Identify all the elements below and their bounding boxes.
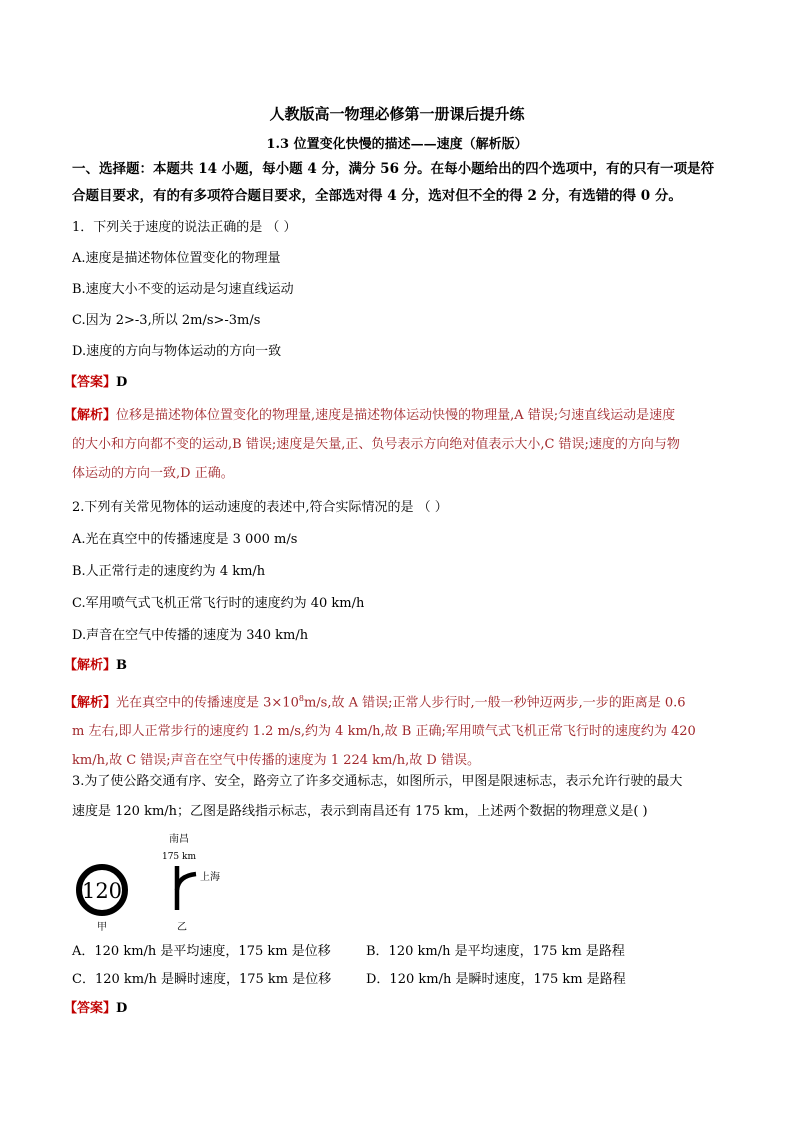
q3-answer-label: 【答案】 [64, 1001, 117, 1016]
q1-option-d: D.速度的方向与物体运动的方向一致 [72, 344, 282, 359]
q2-analysis-line-1b: m/s,故 A 错误;正常人步行时,一般一秒钟迈两步,一步的距离是 0.6 [303, 695, 686, 711]
q1-analysis-line-3: 体运动的方向一致,D 正确。 [72, 466, 234, 481]
q3-answer-value: D [116, 1001, 128, 1016]
q1-analysis [64, 401, 728, 488]
route-label-shanghai: 上海 [200, 872, 220, 883]
q2-option-c: C.军用喷气式飞机正常飞行时的速度约为 40 km/h [72, 596, 365, 611]
q1-analysis-line-1: 位移是描述物体位置变化的物理量,速度是描述物体运动快慢的物理量,A 错误;匀速直线运动是速度 [116, 408, 676, 423]
q1-answer [64, 373, 724, 393]
q3-stem-line-2: 速度是 120 km/h；乙图是路线指示标志，表示到南昌还有 175 km，上述两个数据的物理意义是( ) [72, 804, 648, 819]
q1-option-c: C.因为 2>-3,所以 2m/s>-3m/s [72, 313, 261, 328]
document-subtitle: 1.3 位置变化快慢的描述——速度（解析版） [266, 137, 528, 152]
q2-analysis [64, 684, 728, 775]
q3-answer [64, 999, 724, 1019]
speed-limit-value: 120 [81, 879, 123, 903]
q1-stem: 1．下列关于速度的说法正确的是 （ ） [72, 220, 297, 235]
sign-caption-yi: 乙 [177, 922, 187, 933]
section-instructions-line-1: 一、选择题：本题共 14 小题，每小题 4 分，满分 56 分。在每小题给出的四个选项中，有的只有一项是符 [72, 161, 715, 177]
document-title: 人教版高一物理必修第一册课后提升练 [269, 105, 525, 123]
q1-option-a: A.速度是描述物体位置变化的物理量 [72, 251, 281, 266]
q2-analysis-line-2: m 左右,即人正常步行的速度约 1.2 m/s,约为 4 km/h,故 B 正确;军用喷气式飞机正常飞行时的速度约为 420 [72, 724, 696, 740]
q1-option-b: B.速度大小不变的运动是匀速直线运动 [72, 282, 294, 297]
q1-answer-value: D [116, 375, 128, 390]
q3-stem-line-1: 3.为了使公路交通有序、安全，路旁立了许多交通标志，如图所示，甲图是限速标志，表示允许行驶的最大 [72, 774, 683, 789]
route-arrow-branch [177, 874, 196, 890]
q2-option-d: D.声音在空气中传播的速度为 340 km/h [72, 628, 309, 643]
q2-option-b: B.人正常行走的速度约为 4 km/h [72, 564, 266, 579]
q2-analysis-exponent: 8 [298, 694, 304, 703]
sign-caption-jia: 甲 [97, 922, 107, 933]
q1-analysis-label: 【解析】 [64, 408, 117, 423]
q3-option-b: B．120 km/h 是平均速度，175 km 是路程 [366, 944, 625, 959]
q1-answer-label: 【答案】 [64, 375, 117, 390]
q3-option-c: C．120 km/h 是瞬时速度，175 km 是位移 [72, 972, 332, 987]
section-instructions-line-2: 合题目要求，有的有多项符合题目要求，全部选对得 4 分，选对但不全的得 2 分，有选错的得 0 分。 [72, 188, 682, 204]
q2-answer-label: 【解析】 [64, 658, 117, 673]
q2-answer [64, 656, 724, 676]
q3-option-d: D．120 km/h 是瞬时速度，175 km 是路程 [366, 972, 626, 987]
q3-figure [72, 828, 252, 934]
q2-stem: 2.下列有关常见物体的运动速度的表述中,符合实际情况的是 （ ） [72, 500, 448, 515]
q2-option-a: A.光在真空中的传播速度是 3 000 m/s [72, 532, 298, 547]
q2-analysis-line-3: km/h,故 C 错误;声音在空气中传播的速度为 1 224 km/h,故 D 错误。 [72, 753, 480, 769]
route-distance: 175 km [161, 852, 197, 862]
route-label-nanchang: 南昌 [169, 834, 189, 845]
q3-option-a: A．120 km/h 是平均速度，175 km 是位移 [72, 944, 331, 959]
q1-analysis-line-2: 的大小和方向都不变的运动,B 错误;速度是矢量,正、负号表示方向绝对值表示大小,C 错误;速度的方向与物 [72, 437, 680, 452]
q2-answer-value: B [116, 658, 128, 673]
q2-analysis-line-1a: 光在真空中的传播速度是 3×10 [116, 695, 299, 711]
q2-analysis-label: 【解析】 [64, 695, 117, 711]
